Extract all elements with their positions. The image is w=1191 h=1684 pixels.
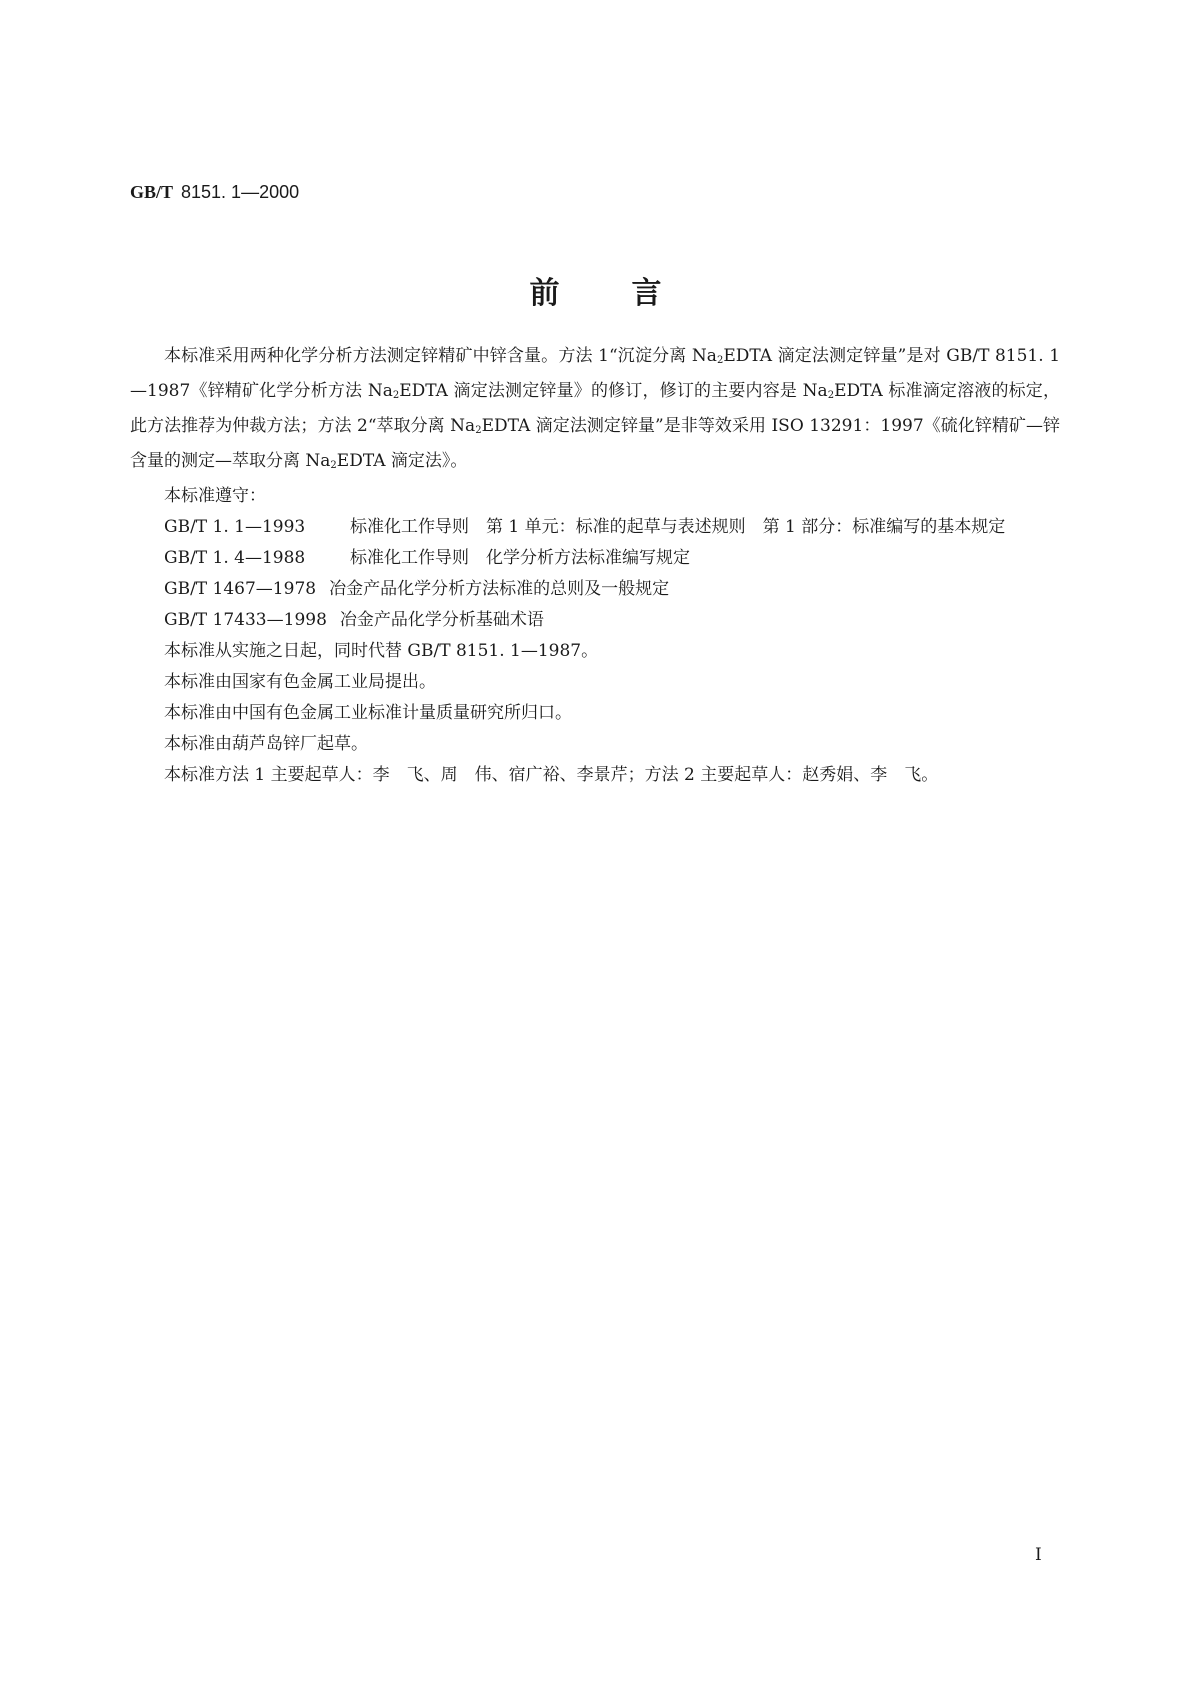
reference-code: GB/T 1. 4—1988 [164,548,306,568]
reference-item [130,512,1060,543]
intro-paragraph [130,341,1060,481]
reference-title: 标准化工作导则 化学分析方法标准编写规定 [350,548,690,568]
standard-header [130,181,299,204]
reference-title: 冶金产品化学分析方法标准的总则及一般规定 [329,579,670,599]
foreword-body [130,341,1060,791]
intro-subscript-1: 2 [716,355,724,366]
compliance-intro: 本标准遵守： [164,486,266,506]
reference-item [130,543,1060,574]
statement-replaces: 本标准从实施之日起，同时代替 GB/T 8151. 1—1987。 [164,641,599,661]
intro-text-6: EDTA 滴定法》。 [336,451,468,471]
intro-subscript-3: 2 [827,390,835,401]
intro-text-5: EDTA 滴定法测定锌量”是非等效采用 ISO 13291：1997《硫化锌精矿—锌含量的测定—萃取分离 Na [130,416,1060,471]
standard-number: 8151. 1—2000 [181,182,300,202]
intro-text-4: EDTA 标准滴定溶液的标定，此方法推荐为仲裁方法；方法 2“萃取分离 Na [130,381,1060,436]
statement-centralized-by: 本标准由中国有色金属工业标准计量质量研究所归口。 [164,703,572,723]
reference-item [130,574,1060,605]
reference-title: 标准化工作导则 第 1 单元：标准的起草与表述规则 第 1 部分：标准编写的基本规定 [350,517,1006,537]
intro-subscript-5: 2 [330,460,337,471]
reference-code: GB/T 1. 1—1993 [164,517,306,537]
reference-code: GB/T 1467—1978 [164,579,317,599]
page-title: 前言 [529,276,734,311]
intro-text-1: 本标准采用两种化学分析方法测定锌精矿中锌含量。方法 1“沉淀分离 Na [164,346,717,366]
intro-subscript-2: 2 [392,390,400,401]
page-number: I [1035,1545,1042,1565]
reference-title: 冶金产品化学分析基础术语 [339,610,544,630]
intro-text-2: EDTA 滴定法测定锌量”是对 GB/T 8151. 1—1987《锌精矿化学分析方法 Na [130,346,1061,401]
standard-prefix: GB/T [130,182,174,202]
reference-item [130,605,1060,636]
statement-drafted-by: 本标准由葫芦岛锌厂起草。 [164,734,368,754]
intro-subscript-4: 2 [475,425,482,436]
reference-code: GB/T 17433—1998 [164,610,327,630]
statement-proposed-by: 本标准由国家有色金属工业局提出。 [164,672,436,692]
statement-drafters: 本标准方法 1 主要起草人：李 飞、周 伟、宿广裕、李景芹；方法 2 主要起草人：赵秀娟、李 飞。 [164,765,939,785]
intro-text-3: EDTA 滴定法测定锌量》的修订，修订的主要内容是 Na [399,381,828,401]
